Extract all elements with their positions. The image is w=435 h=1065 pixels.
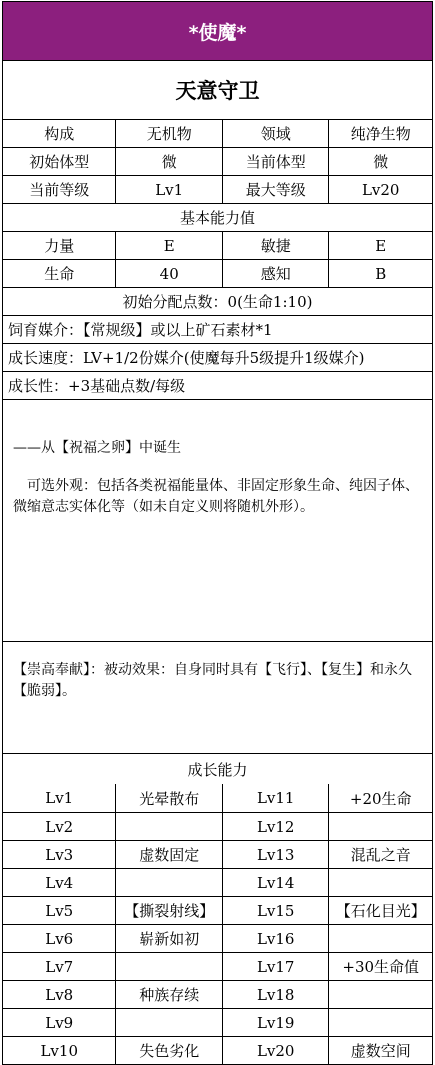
familiar-sheet — [2, 1, 433, 1065]
attr-label: 初始体型 — [29, 153, 90, 171]
attr-value: 无机物 — [115, 120, 222, 147]
attr-value: Lv1 — [115, 176, 222, 203]
stat-value: E — [115, 232, 222, 259]
growth-ability — [328, 869, 432, 896]
growth-ability — [115, 869, 222, 896]
growth-row — [3, 812, 432, 840]
growth-row — [3, 784, 432, 812]
growth-row — [3, 1008, 432, 1036]
attr-label: 最大等级 — [222, 176, 329, 203]
feed-medium: 饲育媒介：【常规级】或以上矿石素材*1 — [8, 321, 273, 339]
growth-ability: 崭新如初 — [115, 925, 222, 952]
growth-row — [3, 1036, 432, 1064]
attr-row-3 — [3, 175, 432, 203]
growth-row — [3, 924, 432, 952]
familiar-name: 天意守卫 — [175, 78, 260, 103]
origin-text: ——从【祝福之卵】中诞生 — [13, 440, 181, 456]
attr-value: 微 — [115, 148, 222, 175]
growth-ability — [115, 953, 222, 980]
attr-value: Lv20 — [328, 176, 432, 203]
growth-ability — [115, 813, 222, 840]
attr-row-1 — [3, 119, 432, 147]
growth-row — [3, 980, 432, 1008]
growth-level: Lv7 — [45, 957, 74, 976]
growth-level: Lv6 — [45, 929, 74, 948]
growth-ability: +20生命 — [328, 784, 432, 812]
growth-ability: 混乱之音 — [328, 841, 432, 868]
growth-ability: 虚数空间 — [328, 1037, 432, 1064]
growth-level: Lv4 — [45, 873, 74, 892]
growth-level: Lv12 — [222, 813, 329, 840]
growth-ability — [115, 1009, 222, 1036]
growth-level: Lv9 — [45, 1013, 74, 1032]
stat-value: E — [328, 232, 432, 259]
sheet-header: *使魔* — [3, 2, 432, 60]
trait-text: 【崇高奉献】：被动效果：自身同时具有【飞行】、【复生】和永久【脆弱】。 — [13, 662, 412, 699]
growth-level: Lv8 — [45, 985, 74, 1004]
growth-ability: 失色劣化 — [115, 1037, 222, 1064]
growth-level: Lv10 — [40, 1041, 78, 1060]
growth-row — [3, 896, 432, 924]
initial-points: 初始分配点数：0(生命1:10) — [122, 293, 313, 311]
growth-row — [3, 840, 432, 868]
growth-level: Lv18 — [222, 981, 329, 1008]
stat-value: B — [328, 260, 432, 287]
attr-value: 微 — [328, 148, 432, 175]
growth-level: Lv11 — [222, 784, 329, 812]
stat-row-2 — [3, 259, 432, 287]
growth-level: Lv17 — [222, 953, 329, 980]
growth-level: Lv19 — [222, 1009, 329, 1036]
growth-level: Lv5 — [45, 901, 74, 920]
growth-level: Lv14 — [222, 869, 329, 896]
growth-ability — [328, 981, 432, 1008]
growth-row — [3, 952, 432, 980]
growth-ability — [328, 813, 432, 840]
stat-label: 力量 — [44, 237, 75, 255]
appearance-text: 可选外观：包括各类祝福能量体、非固定形象生命、纯因子体、微缩意志实体化等（如未自定义则将随机外形）。 — [13, 478, 419, 515]
growth-row — [3, 868, 432, 896]
growth-rate: 成长性：+3基础点数/每级 — [8, 377, 186, 395]
stat-label: 生命 — [44, 265, 75, 283]
growth-ability — [328, 925, 432, 952]
growth-level: Lv15 — [222, 897, 329, 924]
growth-ability: +30生命值 — [328, 953, 432, 980]
growth-level: Lv13 — [222, 841, 329, 868]
attr-label: 构成 — [44, 125, 75, 143]
attr-label: 当前等级 — [29, 181, 90, 199]
growth-ability: 【石化目光】 — [328, 897, 432, 924]
attr-label: 领域 — [222, 120, 329, 147]
growth-ability: 【撕裂射线】 — [115, 897, 222, 924]
growth-table — [3, 784, 432, 1064]
stat-label: 感知 — [222, 260, 329, 287]
growth-level: Lv3 — [45, 845, 74, 864]
growth-level: Lv2 — [45, 817, 74, 836]
growth-level: Lv16 — [222, 925, 329, 952]
growth-level: Lv1 — [45, 789, 74, 807]
attr-row-2 — [3, 147, 432, 175]
attr-label: 当前体型 — [222, 148, 329, 175]
stat-value: 40 — [115, 260, 222, 287]
basic-stats-title: 基本能力值 — [179, 209, 255, 227]
growth-title: 成长能力 — [187, 760, 248, 779]
attr-value: 纯净生物 — [328, 120, 432, 147]
growth-speed: 成长速度：LV+1/2份媒介(使魔每升5级提升1级媒介) — [8, 349, 365, 367]
growth-ability: 种族存续 — [115, 981, 222, 1008]
stat-row-1 — [3, 231, 432, 259]
growth-ability: 虚数固定 — [115, 841, 222, 868]
growth-ability: 光晕散布 — [115, 784, 222, 812]
growth-level: Lv20 — [222, 1037, 329, 1064]
stat-label: 敏捷 — [222, 232, 329, 259]
growth-ability — [328, 1009, 432, 1036]
